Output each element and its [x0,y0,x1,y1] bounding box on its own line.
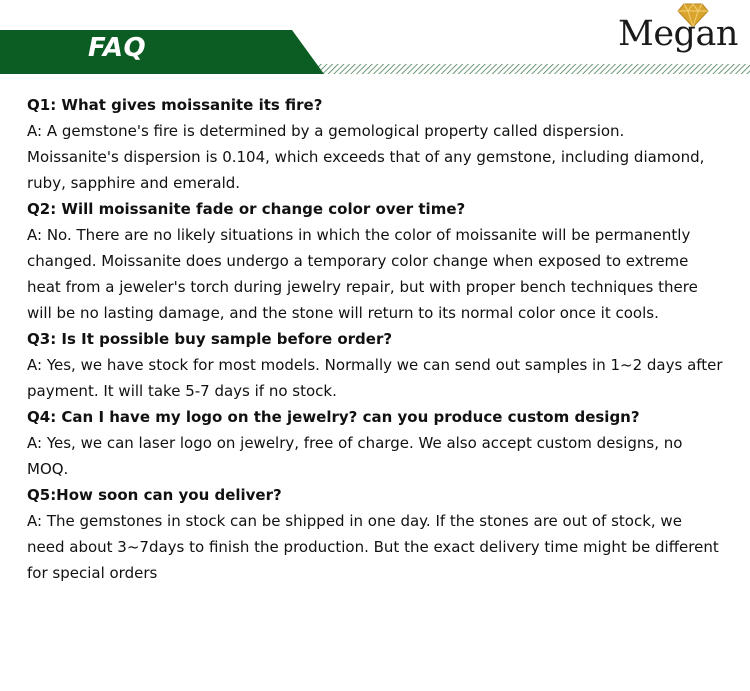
answer-line: will be no lasting damage, and the stone will return to its normal color once it cools. [27,304,659,322]
faq-answer [27,118,737,196]
faq-answer [27,508,737,586]
answer-line: A: A gemstone's fire is determined by a gemological property called dispersion. [27,122,625,140]
answer-line: A: Yes, we have stock for most models. Normally we can send out samples in 1~2 days after [27,356,723,374]
faq-answer [27,430,737,482]
faq-item-3 [27,326,737,404]
answer-line: MOQ. [27,460,69,478]
faq-header [0,0,750,80]
faq-question: Q3: Is It possible buy sample before order? [27,330,393,348]
faq-question: Q1: What gives moissanite its fire? [27,96,323,114]
answer-line: need about 3~7days to finish the production. But the exact delivery time might be different [27,538,719,556]
faq-question: Q5:How soon can you deliver? [27,486,282,504]
hatched-stripe [300,64,750,74]
green-banner-shape [0,30,324,74]
faq-list [27,92,737,586]
answer-line: ruby, sapphire and emerald. [27,174,241,192]
brand-name: Megan [618,14,738,54]
faq-item-1 [27,92,737,196]
faq-item-2 [27,196,737,326]
page-title: FAQ [88,33,147,63]
faq-item-4 [27,404,737,482]
faq-item-5 [27,482,737,586]
answer-line: A: The gemstones in stock can be shipped in one day. If the stones are out of stock, we [27,512,682,530]
faq-answer [27,352,737,404]
answer-line: changed. Moissanite does undergo a temporary color change when exposed to extreme [27,252,689,270]
faq-answer [27,222,737,326]
faq-question: Q2: Will moissanite fade or change color over time? [27,200,466,218]
answer-line: A: Yes, we can laser logo on jewelry, free of charge. We also accept custom designs, no [27,434,683,452]
answer-line: for special orders [27,564,158,582]
answer-line: payment. It will take 5-7 days if no stock. [27,382,337,400]
answer-line: A: No. There are no likely situations in which the color of moissanite will be permanently [27,226,691,244]
answer-line: Moissanite's dispersion is 0.104, which exceeds that of any gemstone, including diamond, [27,148,705,166]
faq-question: Q4: Can I have my logo on the jewelry? can you produce custom design? [27,408,640,426]
megan-logo [610,0,738,56]
answer-line: heat from a jeweler's torch during jewelry repair, but with proper bench techniques there [27,278,698,296]
